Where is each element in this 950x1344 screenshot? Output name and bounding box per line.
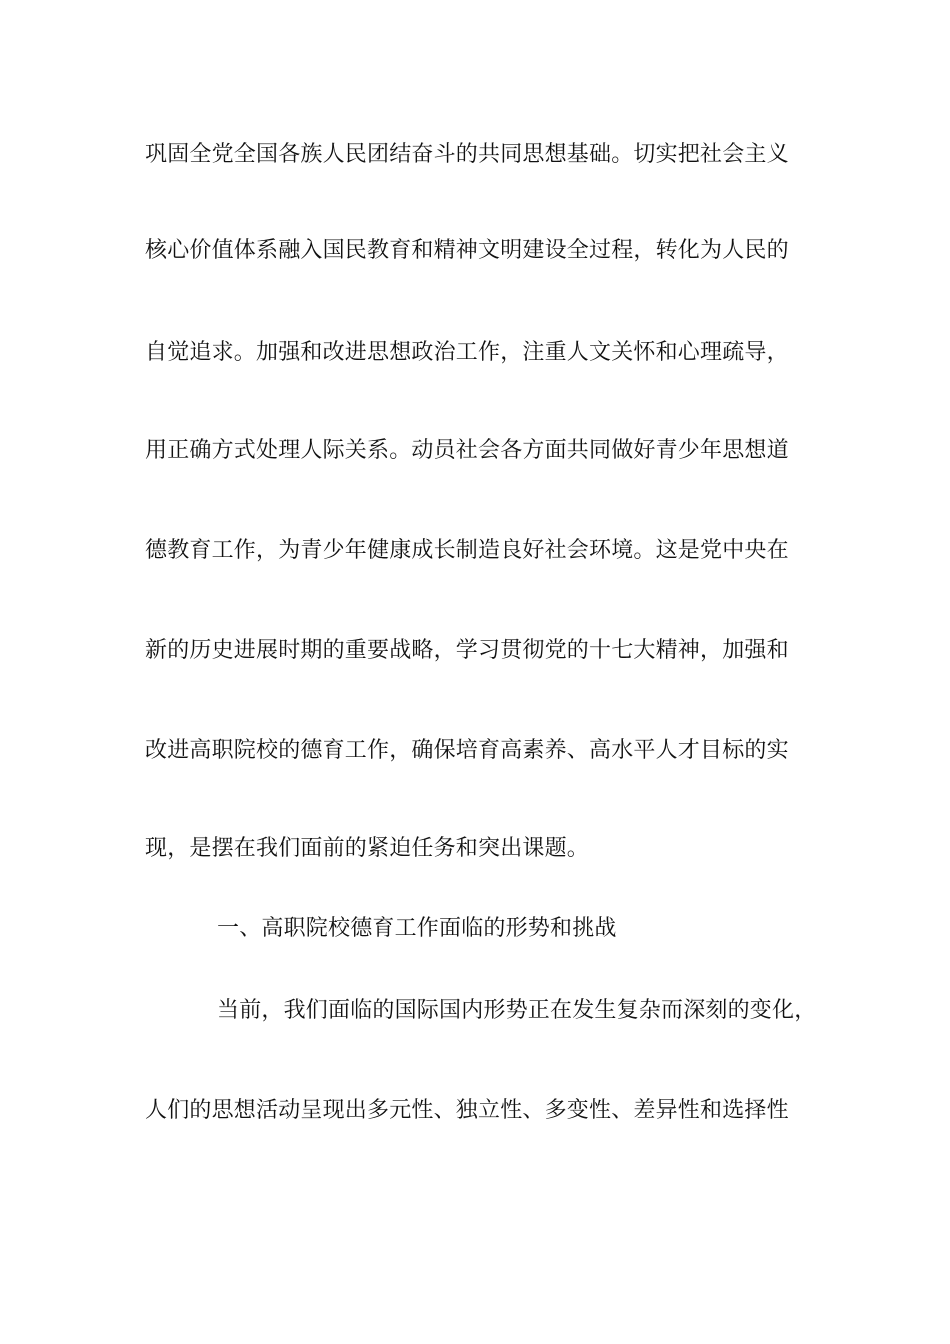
body-text-line: 人们的思想活动呈现出多元性、独立性、多变性、差异性和选择性 bbox=[145, 1098, 789, 1123]
body-text-line: 自觉追求。加强和改进思想政治工作，注重人文关怀和心理疏导， bbox=[145, 340, 789, 365]
body-text-line: 现，是摆在我们面前的紧迫任务和突出课题。 bbox=[145, 836, 590, 861]
section-heading: 一、高职院校德育工作面临的形势和挑战 bbox=[217, 916, 617, 941]
body-text-line: 核心价值体系融入国民教育和精神文明建设全过程，转化为人民的 bbox=[145, 238, 789, 263]
body-text-line: 巩固全党全国各族人民团结奋斗的共同思想基础。切实把社会主义 bbox=[145, 142, 789, 167]
body-text-line: 用正确方式处理人际关系。动员社会各方面共同做好青少年思想道 bbox=[145, 438, 789, 463]
body-text-line: 改进高职院校的德育工作，确保培育高素养、高水平人才目标的实 bbox=[145, 738, 789, 763]
paragraph-first-line: 当前，我们面临的国际国内形势正在发生复杂而深刻的变化， bbox=[217, 998, 817, 1023]
body-text-line: 德教育工作，为青少年健康成长制造良好社会环境。这是党中央在 bbox=[145, 538, 789, 563]
body-text-line: 新的历史进展时期的重要战略，学习贯彻党的十七大精神，加强和 bbox=[145, 638, 789, 663]
